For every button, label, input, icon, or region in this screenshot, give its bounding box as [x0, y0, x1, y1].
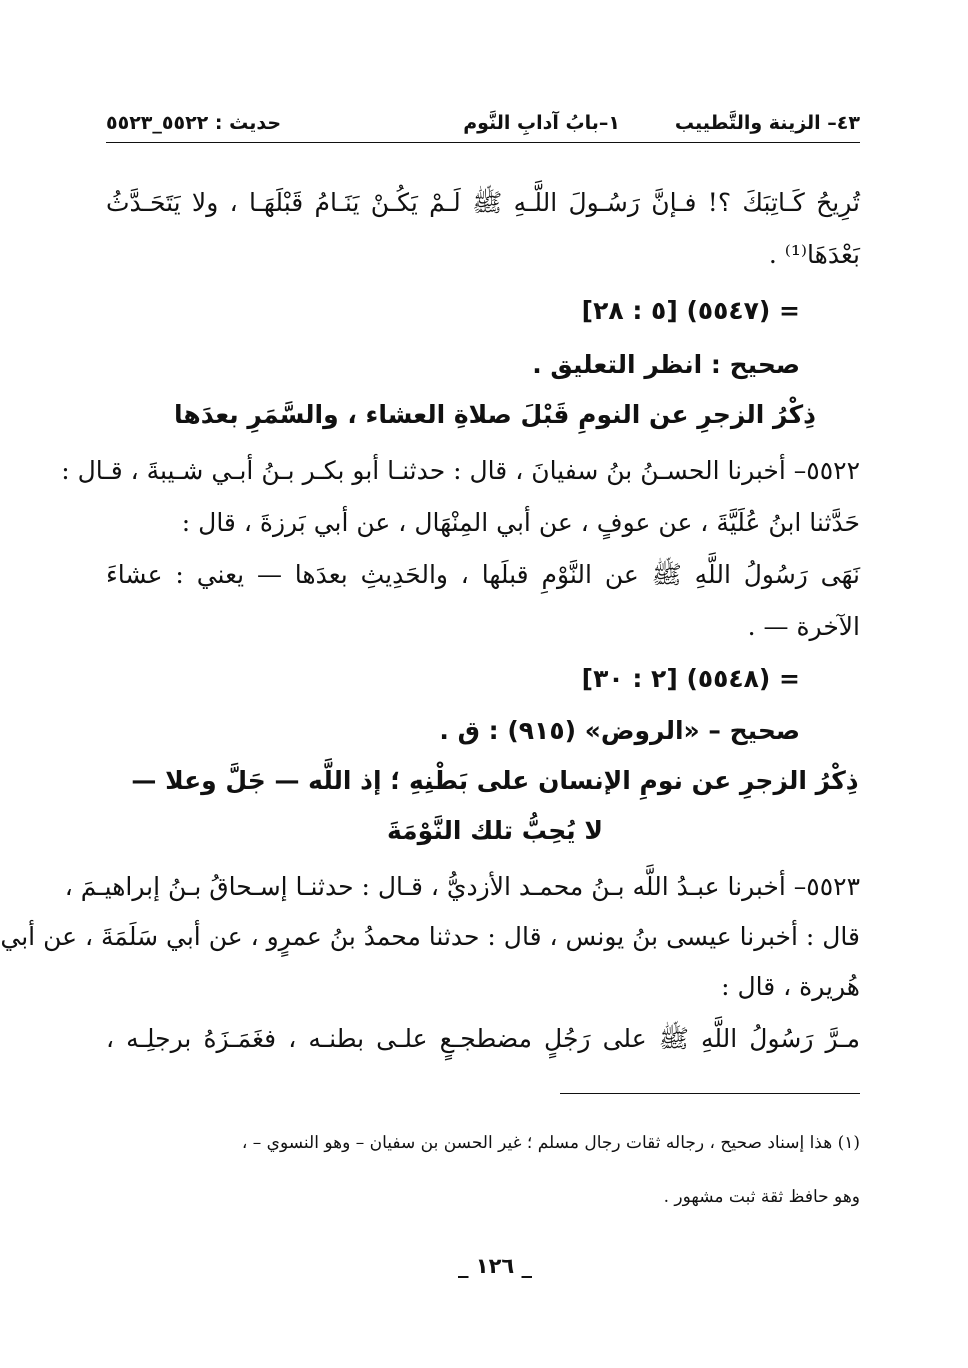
header-chapter-title: ١–بابُ آدابِ النَّوم: [463, 112, 620, 134]
hadith-text: نَهَى رَسُولُ اللَّهِ ﷺ عن النَّوْمِ قبلَها ، والحَدِيثِ بعدَها — يعني : عشاءَ: [106, 560, 860, 589]
grading-note: صحيح : انظر التعليق .: [532, 350, 800, 379]
footnote-divider: [560, 1093, 860, 1094]
text-line: بَعْدَهَا⁽¹⁾ .: [768, 240, 860, 269]
header-book-title: ٤٣– الزينة والتَّطييب: [674, 112, 860, 134]
section-title: ذِكْرُ الزجرِ عن نومِ الإنسان على بَطْنِهِ ؛ إذ اللَّه — جَلَّ وعلا —: [131, 766, 859, 795]
text-line: ٥٥٢٣– أخبرنا عبـدُ اللَّه بـنُ محمـد الأزديُّ ، قـال : حدثنـا إسـحاقُ بـنُ إبراهيـمَ ،: [64, 872, 860, 901]
section-title: ذِكْرُ الزجرِ عن النومِ قَبْلَ صلاةِ العشاء ، والسَّمَرِ بعدَها: [174, 400, 816, 429]
text-line: حَدَّثنا ابنُ عُلَيَّةَ ، عن عوفٍ ، عن أبي المِنْهَال ، عن أبي بَرزةَ ، قال :: [181, 508, 860, 537]
page-number: _ ١٢٦ _: [457, 1254, 533, 1278]
text-line: تُرِيحُ كَـاتِبَكَ ؟! فـإنَّ رَسُـولَ اللَّـهِ ﷺ لَـمْ يَكُـنْ يَنَـامُ قَبْلَهَـا ، ولا يَتَحَـدَّثُ: [106, 188, 860, 217]
hadith-text: الآخرة — .: [747, 612, 860, 641]
running-header: [106, 108, 860, 143]
cross-reference: = (٥٥٤٧) [٥ : ٢٨]: [581, 296, 800, 325]
footnote-line: وهو حافظ ثقة ثبت مشهور .: [663, 1187, 860, 1207]
grading-note: صحيح – «الروض» (٩١٥) : ق .: [439, 716, 800, 745]
header-hadith-range: حديث : ٥٥٢٢_٥٥٢٣: [106, 112, 282, 134]
text-line: هُريرة ، قال :: [721, 972, 860, 1001]
cross-reference: = (٥٥٤٨) [٢ : ٣٠]: [581, 664, 800, 693]
footnote-line: (١) هذا إسناد صحيح ، رجاله ثقات رجال مسلم ؛ غير الحسن بن سفيان – وهو النسوي – ،: [241, 1133, 860, 1153]
hadith-text: مـرَّ رَسُولُ اللَّهِ ﷺ على رَجُلٍ مضطجـعٍ علـى بطنـه ، فغَمَـزَهُ برجلِـه ،: [106, 1024, 860, 1053]
section-title: لا يُحِبُّ تلك النَّوْمَةَ: [387, 816, 603, 845]
text-line: ٥٥٢٢– أخبرنا الحسـنُ بنُ سفيانَ ، قال : حدثنـا أبو بكـر بـنُ أبـي شـيبةَ ، قـال :: [61, 456, 860, 485]
text-line: قال : أخبرنا عيسى بنُ يونس ، قال : حدثنا محمدُ بنُ عمرٍو ، عن أبي سَلَمَةَ ، عن أبي: [0, 922, 860, 951]
